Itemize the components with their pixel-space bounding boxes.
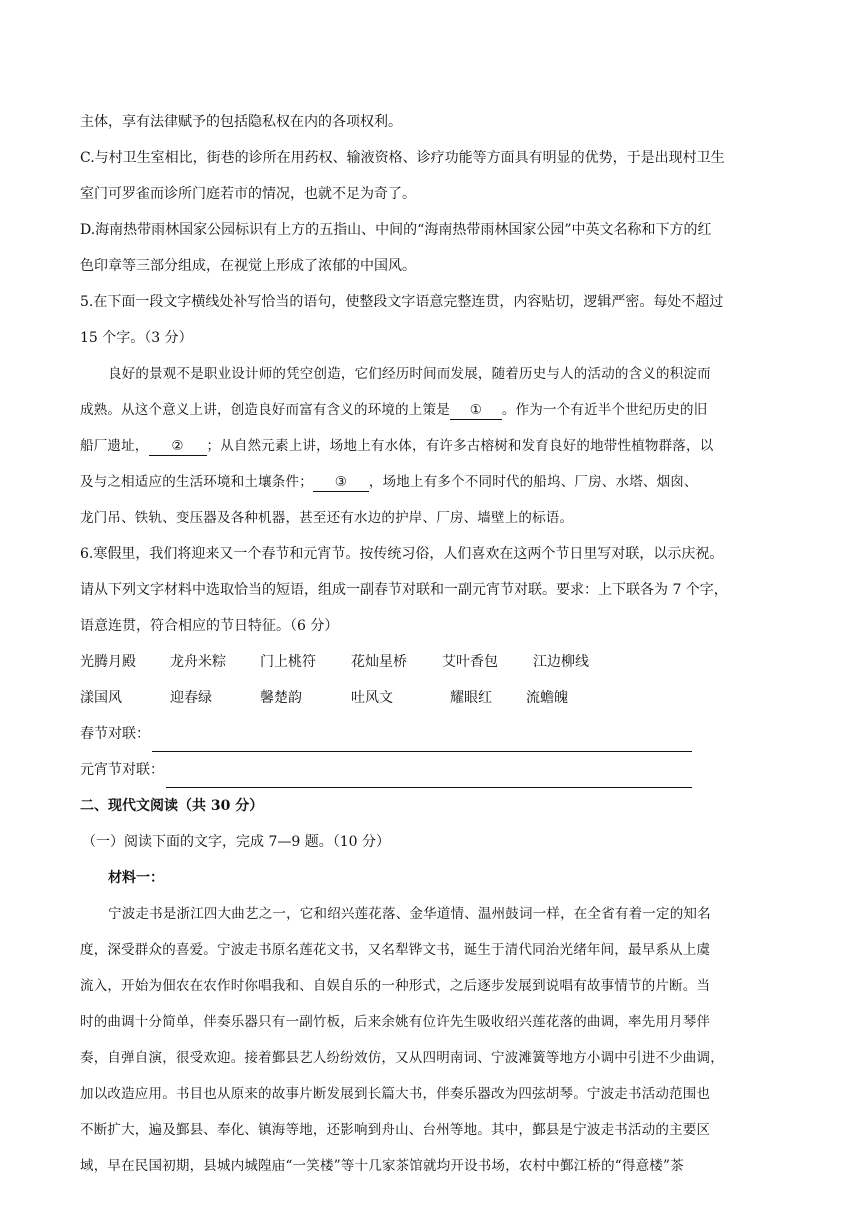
q5-passage-text: ，场地上有多个不同时代的船坞、厂房、水塔、烟囱、 xyxy=(368,474,698,490)
material-line: 加以改造应用。书目也从原来的故事片断发展到长篇大书，伴奏乐器改为四弦胡琴。宁波走书活动范围也 xyxy=(80,1086,711,1102)
q5-passage-line2 xyxy=(80,392,780,428)
lantern-couplet-answer xyxy=(80,752,780,788)
spring-couplet-answer xyxy=(80,716,780,752)
q6-phrase: 漾国风 xyxy=(80,690,122,706)
q5-passage-text: 及与之相适应的生活环境和土壤条件； xyxy=(80,474,313,490)
q4-option-d-line2: 色印章等三部分组成，在视觉上形成了浓郁的中国风。 xyxy=(80,258,416,274)
q5-stem-line1: 5.在下面一段文字横线处补写恰当的语句，使整段文字语意完整连贯，内容贴切，逻辑严密。每处不超过 xyxy=(80,294,724,310)
material-line: 流入，开始为佃农在农作时你唱我和、自娱自乐的一种形式，之后逐步发展到说唱有故事情节的片断。当 xyxy=(80,978,711,994)
spring-couplet-answer-line[interactable] xyxy=(152,729,692,752)
q6-phrase-row1 xyxy=(80,644,780,680)
q5-passage-line5: 龙门吊、铁轨、变压器及各种机器，甚至还有水边的护岸、厂房、墙壁上的标语。 xyxy=(80,510,574,526)
subsection-heading: （一）阅读下面的文字，完成 7—9 题。（10 分） xyxy=(82,834,390,850)
material-line: 度，深受群众的喜爱。宁波走书原名莲花文书，又名犁铧文书，诞生于清代同治光绪年间，最早系从上虞 xyxy=(80,942,711,958)
material-line: 域，早在民国初期，县城内城隍庙“一笑楼”等十几家茶馆就均开设书场，农村中鄞江桥的“得意楼”茶 xyxy=(80,1158,684,1174)
q6-phrase: 光腾月殿 xyxy=(80,654,136,670)
q6-phrase: 耀眼红 xyxy=(450,690,492,706)
q6-phrase-row2 xyxy=(80,680,780,716)
q5-blank-2[interactable]: ② xyxy=(149,437,207,456)
lantern-couplet-label: 元宵节对联： xyxy=(80,762,164,778)
q6-stem-line1: 6.寒假里，我们将迎来又一个春节和元宵节。按传统习俗，人们喜欢在这两个节日里写对联，以示庆祝。 xyxy=(80,546,724,562)
q6-stem-line3: 语意连贯，符合相应的节日特征。（6 分） xyxy=(80,618,339,634)
material-line: 不断扩大，遍及鄞县、奉化、镇海等地，还影响到舟山、台州等地。其中，鄞县是宁波走书活动的主要区 xyxy=(80,1122,711,1138)
q5-stem-line2: 15 个字。（3 分） xyxy=(80,330,193,346)
q5-passage-line1: 良好的景观不是职业设计师的凭空创造，它们经历时间而发展，随着历史与人的活动的含义的积淀而 xyxy=(108,366,711,382)
q4-option-c-line2: 室门可罗雀而诊所门庭若市的情况，也就不足为奇了。 xyxy=(80,186,416,202)
q5-passage-text: ；从自然元素上讲，场地上有水体，有许多古榕树和发育良好的地带性植物群落，以 xyxy=(206,438,714,454)
material-line: 奏，自弹自演，很受欢迎。接着鄞县艺人纷纷效仿，又从四明南词、宁波滩簧等地方小调中引进不少曲调， xyxy=(80,1050,724,1066)
q5-blank-3[interactable]: ③ xyxy=(313,473,369,492)
q6-phrase: 花灿星桥 xyxy=(351,654,407,670)
material-line: 时的曲调十分简单，伴奏乐器只有一副竹板，后来余姚有位许先生吸收绍兴莲花落的曲调，率先用月琴伴 xyxy=(80,1014,711,1030)
q6-phrase: 门上桃符 xyxy=(260,654,316,670)
q5-blank-1[interactable]: ① xyxy=(450,401,502,420)
material-line: 宁波走书是浙江四大曲艺之一，它和绍兴莲花落、金华道情、温州鼓词一样，在全省有着一定的知名 xyxy=(108,906,711,922)
q4-option-c-line1: C.与村卫生室相比，街巷的诊所在用药权、输液资格、诊疗功能等方面具有明显的优势，于是出现村卫生 xyxy=(80,150,725,166)
q6-phrase: 龙舟米粽 xyxy=(170,654,226,670)
q6-phrase: 迎春绿 xyxy=(170,690,212,706)
q4-option-d-line1: D.海南热带雨林国家公园标识有上方的五指山、中间的“海南热带雨林国家公园”中英文名称和下方的红 xyxy=(80,222,712,238)
q6-phrase: 吐风文 xyxy=(351,690,393,706)
q6-phrase: 流蟾魄 xyxy=(526,690,568,706)
q6-phrase: 江边柳线 xyxy=(533,654,589,670)
q6-stem-line2: 请从下列文字材料中选取恰当的短语，组成一副春节对联和一副元宵节对联。要求：上下联各为 7 个字， xyxy=(80,582,728,598)
q5-passage-line4 xyxy=(80,464,780,500)
spring-couplet-label: 春节对联： xyxy=(80,726,150,742)
q5-passage-line3 xyxy=(80,428,780,464)
q5-passage-text: 成熟。从这个意义上讲，创造良好而富有含义的环境的上策是 xyxy=(80,402,450,418)
lantern-couplet-answer-line[interactable] xyxy=(166,765,692,788)
q4-option-b-tail: 主体，享有法律赋予的包括隐私权在内的各项权利。 xyxy=(80,114,402,130)
q6-phrase: 馨楚韵 xyxy=(260,690,302,706)
section-heading: 二、现代文阅读（共 30 分） xyxy=(80,798,264,814)
material-label: 材料一： xyxy=(108,870,164,886)
q6-phrase: 艾叶香包 xyxy=(442,654,498,670)
q5-passage-text: 船厂遗址， xyxy=(80,438,149,454)
q5-passage-text: 。作为一个有近半个世纪历史的旧 xyxy=(501,402,708,418)
exam-page xyxy=(80,104,780,1184)
